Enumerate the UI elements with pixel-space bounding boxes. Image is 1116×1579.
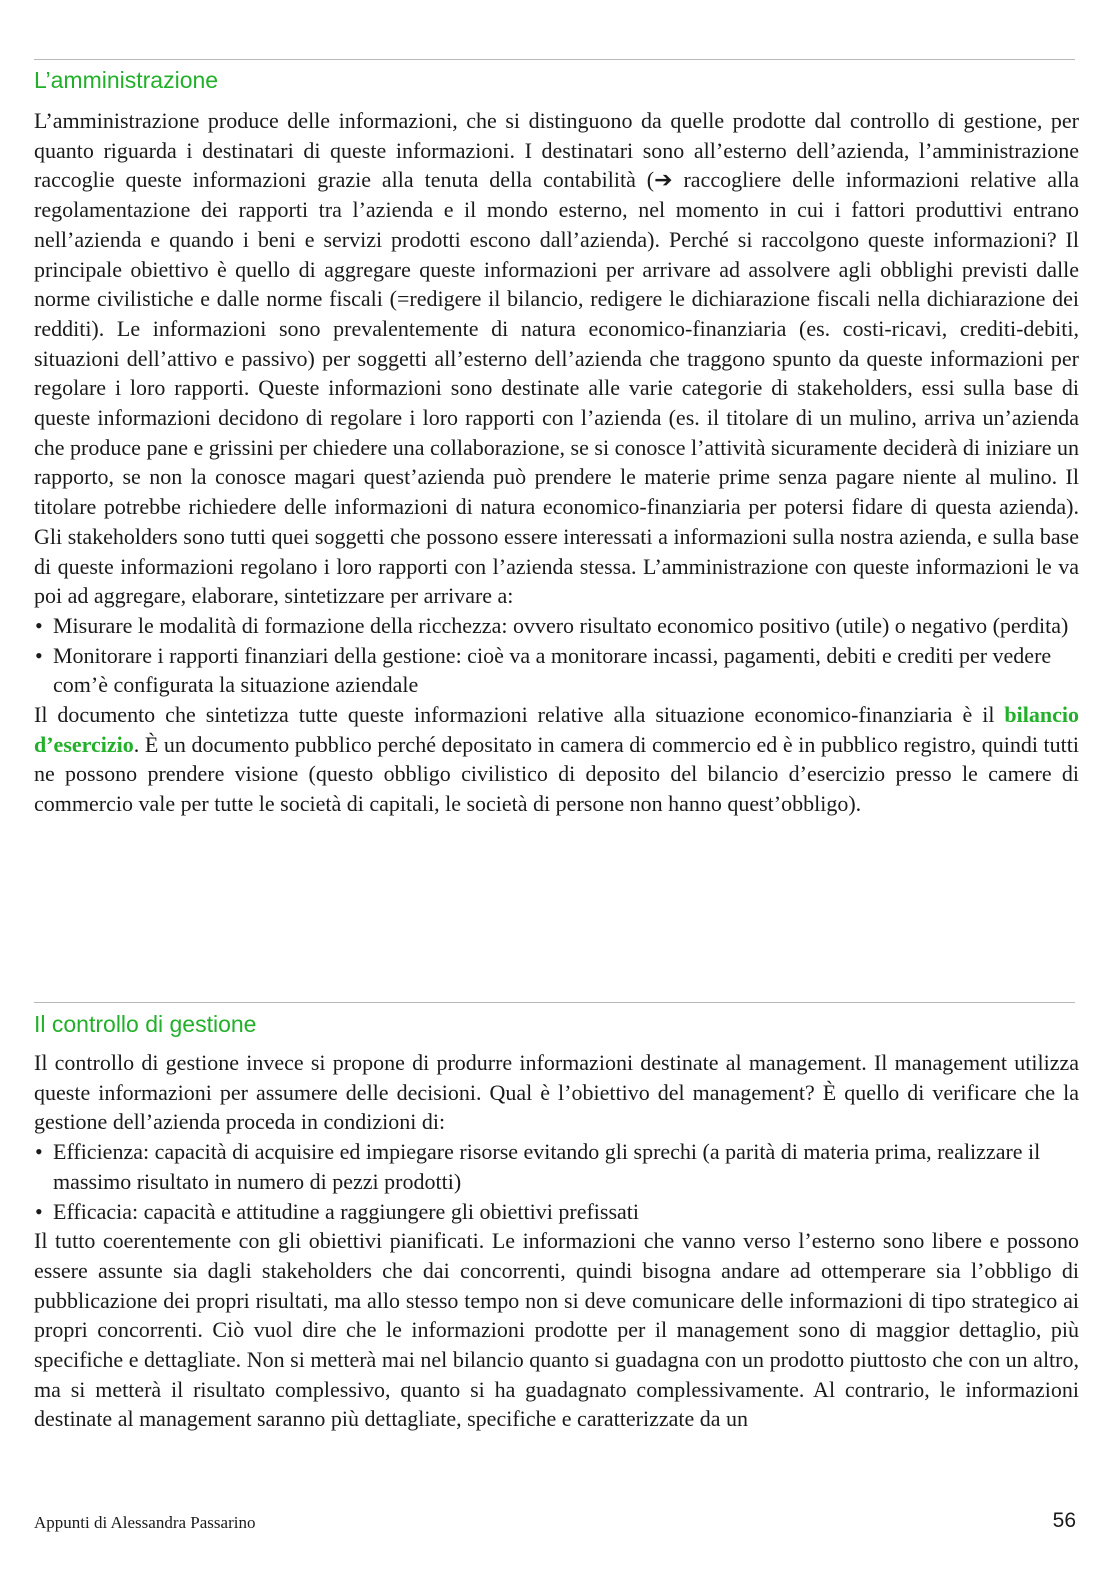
section-body-controllo-di-gestione [34, 1048, 1079, 1434]
section-divider [34, 59, 1075, 60]
list-item: • Monitorare i rapporti finanziari della gestione: cioè va a monitorare incassi, pagamenti, debiti e crediti per vedere com’è configurata la situazione aziendale [34, 641, 1079, 700]
list-item: • Misurare le modalità di formazione della ricchezza: ovvero risultato economico positivo (utile) o negativo (perdita) [34, 611, 1079, 641]
highlighted-term: bilancio d’esercizio [34, 702, 1079, 757]
paragraph: Il controllo di gestione invece si propone di produrre informazioni destinate al management. Il management utilizza queste informazioni per assumere delle decisioni. Qual è l’obiettivo del management? È quello di verificare che la gestione dell’azienda proceda in condizioni di: [34, 1050, 1079, 1135]
section-heading-controllo-di-gestione: Il controllo di gestione [34, 1011, 257, 1037]
bullet-list [34, 1137, 1079, 1226]
section-body-amministrazione [34, 106, 1079, 819]
paragraph: L’amministrazione produce delle informazioni, che si distinguono da quelle prodotte dal controllo di gestione, per quanto riguarda i destinatari di queste informazioni. I destinatari sono all’esterno dell’azienda, l’amministrazione raccoglie queste informazioni grazie alla tenuta della contabilità (➔ raccogliere delle informazioni relative alla regolamentazione dei rapporti tra l’azienda e il mondo esterno, nel momento in cui i fattori produttivi entrano nell’azienda e quando i beni e servizi prodotti escono dall’azienda). Perché si raccolgono queste informazioni? Il principale obiettivo è quello di aggregare queste informazioni per arrivare ad assolvere agli obblighi previsti dalle norme civilistiche e dalle norme fiscali (=redigere il bilancio, redigere le dichiarazione fiscali nella dichiarazione dei redditi). Le informazioni sono prevalentemente di natura economico-finanziaria (es. costi-ricavi, crediti-debiti, situazioni dell’attivo e passivo) per soggetti all’esterno dell’azienda che traggono spunto da queste informazioni per regolare i loro rapporti. Queste informazioni sono destinate alle varie categorie di stakeholders, essi sulla base di queste informazioni decidono di regolare i loro rapporti con l’azienda (es. il titolare di un mulino, arriva un’azienda che produce pane e grissini per chiedere una collaborazione, se si conosce l’attività sicuramente deciderà di iniziare un rapporto, se non la conosce magari quest’azienda può prendere le materie prime senza pagare niente al mulino. Il titolare potrebbe richiedere delle informazioni di natura economico-finanziaria per potersi fidare di questa azienda). Gli stakeholders sono tutti quei soggetti che possono essere interessati a informazioni sulla nostra azienda, e sulla base di queste informazioni regolano i loro rapporti con l’azienda stessa. L’amministrazione con queste informazioni le va poi ad aggregare, elaborare, sintetizzare per arrivare a: [34, 108, 1079, 609]
list-item: • Efficacia: capacità e attitudine a raggiungere gli obiettivi prefissati [34, 1197, 1079, 1227]
list-item: • Efficienza: capacità di acquisire ed impiegare risorse evitando gli sprechi (a parità di materia prima, realizzare il massimo risultato in numero di pezzi prodotti) [34, 1137, 1079, 1196]
footer-author: Appunti di Alessandra Passarino [34, 1513, 256, 1532]
section-heading-amministrazione: L’amministrazione [34, 67, 219, 93]
paragraph: Il tutto coerentemente con gli obiettivi pianificati. Le informazioni che vanno verso l’esterno sono libere e possono essere assunte sia dagli stakeholders che dai concorrenti, quindi bisogna andare ad ottemperare sia l’obbligo di pubblicazione dei propri risultati, ma allo stesso tempo non si deve comunicare delle informazioni di tipo strategico ai propri concorrenti. Ciò vuol dire che le informazioni prodotte per il management sono di maggior dettaglio, più specifiche e dettagliate. Non si metterà mai nel bilancio quanto si guadagna con un prodotto piuttosto che con un altro, ma si metterà il risultato complessivo, quanto si ha guadagnato complessivamente. Al contrario, le informazioni destinate al management saranno più dettagliate, specifiche e caratterizzate da un [34, 1228, 1079, 1432]
bullet-list [34, 611, 1079, 700]
paragraph [34, 700, 1079, 819]
page-number: 56 [1052, 1509, 1076, 1532]
text-run: . È un documento pubblico perché depositato in camera di commercio ed è in pubblico registro, quindi tutti ne possono prendere visione (questo obbligo civilistico di deposito del bilancio d’esercizio presso le camere di commercio vale per tutte le società di capitali, le società di persone non hanno quest’obbligo). [34, 731, 1079, 817]
text-run: Il documento che sintetizza tutte queste informazioni relative alla situazione economico-finanziaria è il [34, 702, 1005, 728]
section-divider [34, 1002, 1075, 1003]
